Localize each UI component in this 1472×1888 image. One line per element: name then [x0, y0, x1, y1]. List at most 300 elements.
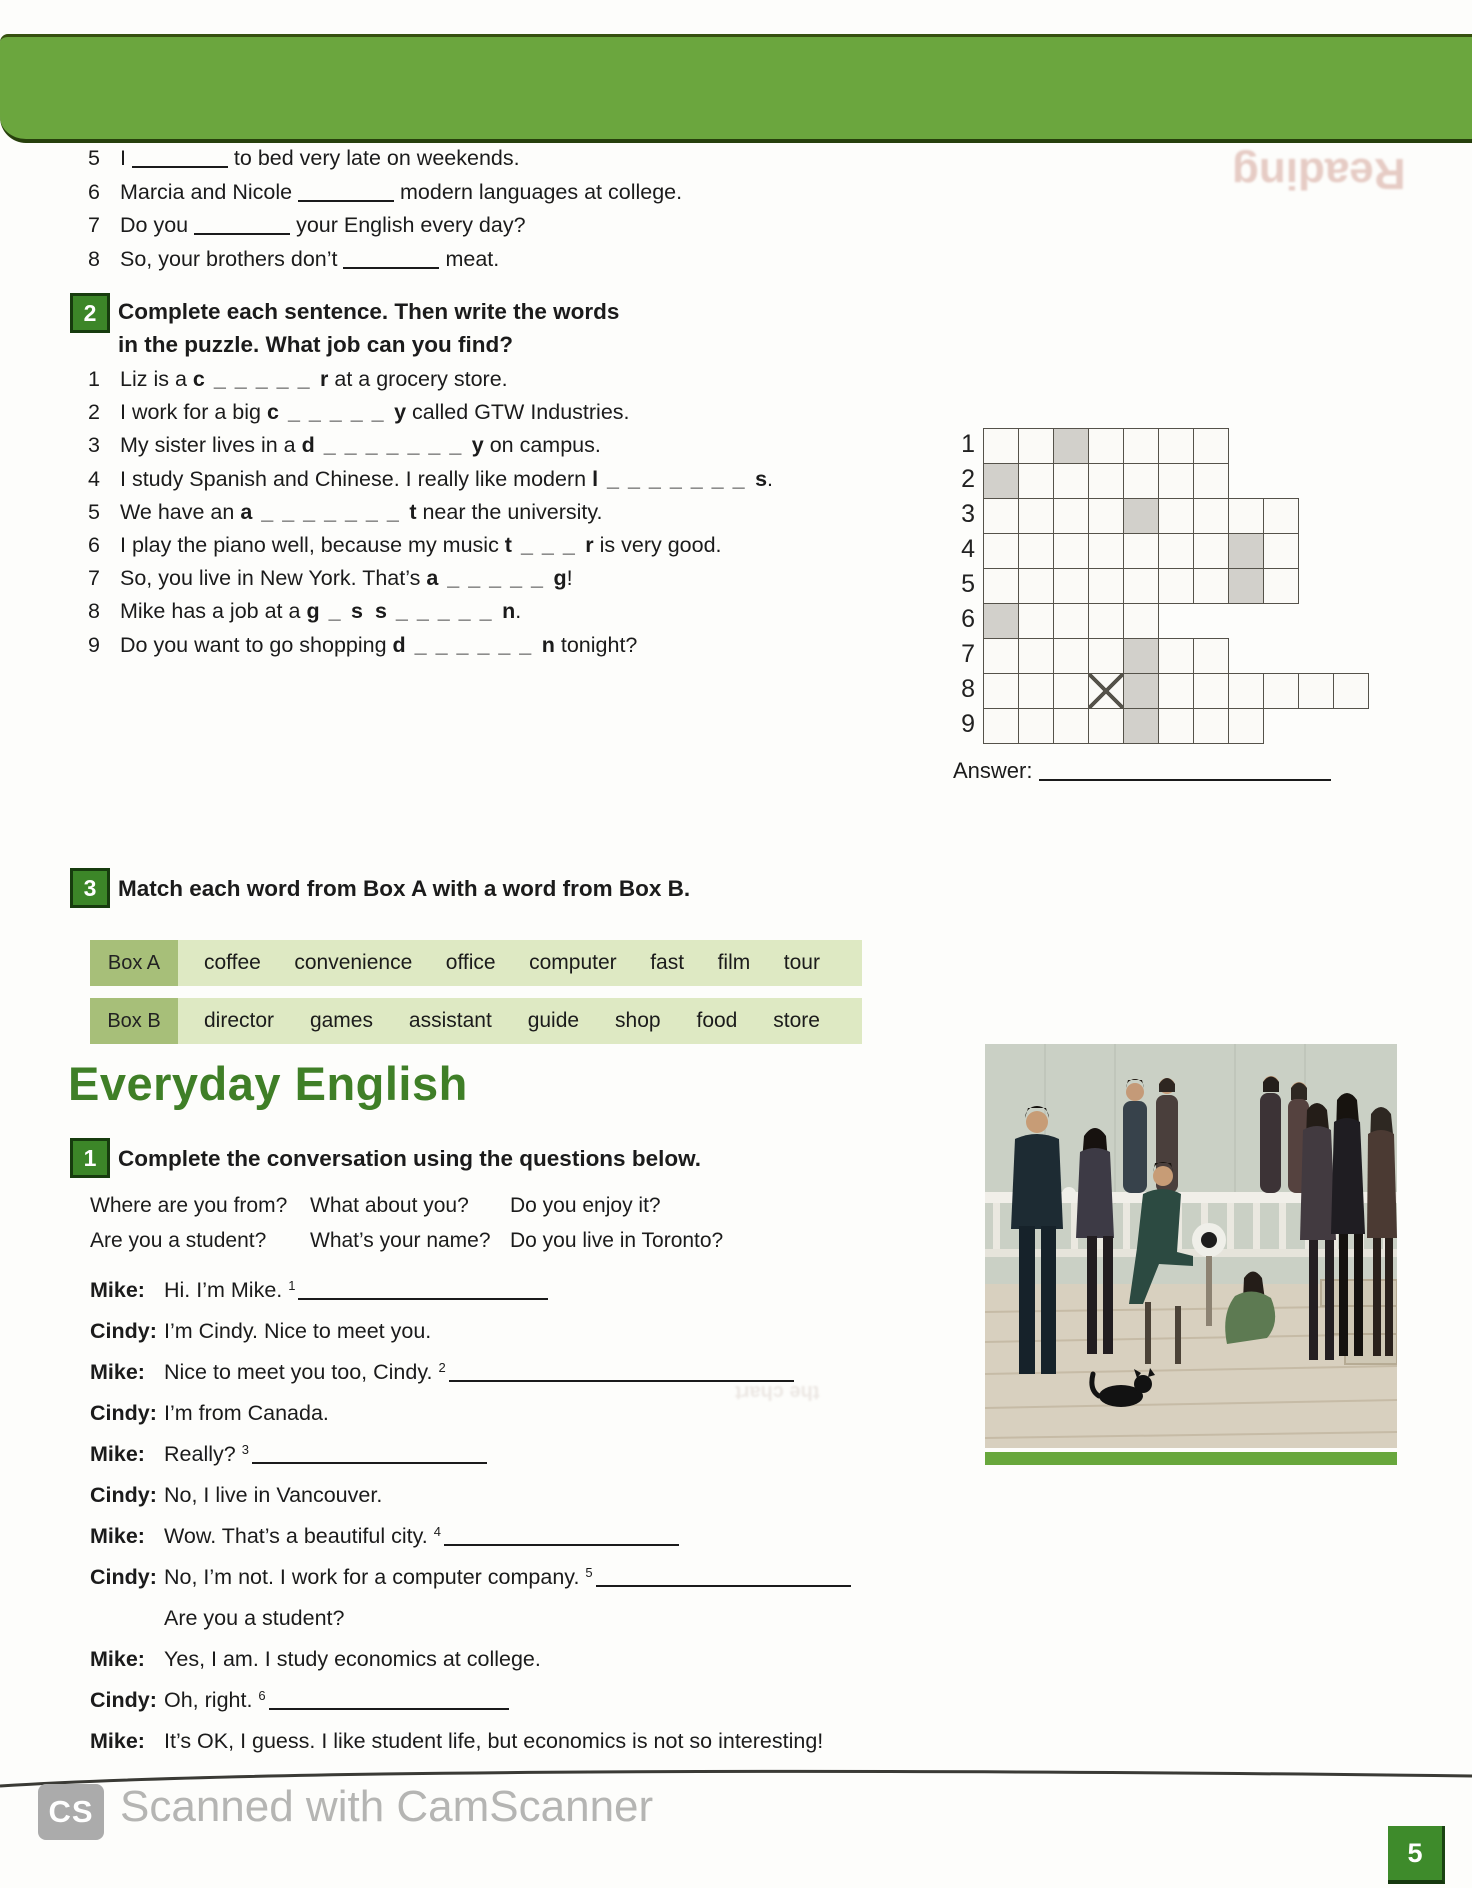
text-segment: s: [374, 599, 387, 624]
puzzle-cell: [1123, 673, 1159, 709]
text-segment: .: [515, 599, 522, 624]
puzzle-cell: [1193, 533, 1229, 569]
text-segment: [252, 500, 258, 524]
answer-label: Answer:: [953, 758, 1033, 783]
item-number: 4: [88, 466, 100, 491]
text-segment: r: [320, 367, 329, 391]
item-text: [120, 400, 630, 424]
text-segment: No, I’m not. I work for a computer company.: [164, 1565, 586, 1589]
puzzle-cell: [1333, 673, 1369, 709]
speaker-label: Mike:: [90, 1360, 145, 1384]
text-segment: d: [301, 433, 315, 458]
puzzle-cell: [1158, 428, 1194, 464]
puzzle-cell: [1018, 568, 1054, 604]
blank-number: 4: [433, 1524, 441, 1539]
letter-blanks: _ _ _ _ _: [447, 566, 545, 591]
puzzle-row-label: 6: [961, 605, 975, 633]
puzzle-cell: [1123, 498, 1159, 534]
fill-in-blank: [132, 148, 228, 168]
conversation-line: [90, 1442, 851, 1483]
text-segment: r: [585, 533, 594, 558]
item-text: [120, 213, 526, 237]
text-segment: Yes, I am. I study economics at college.: [164, 1647, 541, 1671]
puzzle-cell: [1228, 568, 1264, 604]
puzzle-cell: [1158, 498, 1194, 534]
everyday-exercise1-title: Complete the conversation using the questions below.: [118, 1146, 701, 1171]
puzzle-cell: [1053, 533, 1089, 569]
puzzle-cell: [983, 428, 1019, 464]
text-segment: modern languages at college.: [394, 179, 683, 204]
text-segment: Do you: [120, 213, 195, 237]
puzzle-cell: [1123, 568, 1159, 604]
exercise2-title-line2: in the puzzle. What job can you find?: [118, 332, 513, 357]
letter-blanks: _ _ _ _ _: [213, 367, 312, 391]
text-segment: t: [409, 499, 417, 524]
text-segment: at a grocery store.: [328, 367, 508, 391]
dialogue-text: [164, 1319, 431, 1343]
text-segment: So, you live in New York. That’s: [120, 566, 427, 591]
puzzle-cell: [983, 603, 1019, 639]
puzzle-cell: [1018, 498, 1054, 534]
text-segment: [598, 467, 604, 491]
puzzle-cell: [1018, 673, 1054, 709]
list-item: [88, 176, 682, 210]
conversation-line: [90, 1688, 851, 1729]
puzzle-cell: [1088, 428, 1124, 464]
letter-blanks: _ _ _ _ _ _ _: [323, 433, 463, 458]
exercise2-items: [88, 363, 773, 662]
conversation-line: [90, 1524, 851, 1565]
conversation: [90, 1278, 851, 1770]
puzzle-cell: [1158, 463, 1194, 499]
list-item: [88, 562, 773, 595]
puzzle-cell: [1123, 533, 1159, 569]
match-word: assistant: [408, 1009, 492, 1032]
text-segment: c: [266, 400, 279, 425]
question-row: [90, 1188, 723, 1223]
question-option: Do you enjoy it?: [510, 1194, 661, 1217]
match-word: convenience: [294, 951, 413, 974]
puzzle-cell: [1088, 638, 1124, 674]
bleed-through-text-small: the chart: [735, 1381, 820, 1403]
box-b-words: [178, 998, 862, 1044]
text-segment: n: [502, 599, 516, 624]
puzzle-cell: [1088, 533, 1124, 569]
text-segment: Marcia and Nicole: [120, 179, 299, 204]
speaker-label: Mike:: [90, 1647, 145, 1671]
match-word: office: [445, 951, 496, 974]
puzzle-cell: [983, 498, 1019, 534]
text-segment: [279, 400, 285, 424]
item-number: 5: [88, 499, 100, 524]
exercise2-title-line1: Complete each sentence. Then write the words: [118, 299, 620, 324]
item-number: 1: [88, 367, 100, 391]
conversation-line: [90, 1606, 851, 1647]
exercise3-title: Match each word from Box A with a word from Box B.: [118, 876, 691, 901]
fill-in-blank: [298, 181, 394, 201]
puzzle-cell: [1123, 603, 1159, 639]
list-item: [88, 209, 682, 243]
puzzle-cell: [1228, 533, 1264, 569]
text-segment: [387, 599, 393, 623]
text-segment: c: [192, 367, 205, 391]
top-exercise-items: [88, 142, 682, 276]
puzzle-answer-line: [953, 758, 1331, 784]
fill-in-blank: [444, 1526, 679, 1546]
item-number: 8: [88, 599, 100, 624]
item-text: [120, 467, 773, 491]
answer-blank: [1039, 760, 1331, 781]
box-a: [90, 940, 862, 986]
list-item: [88, 243, 682, 277]
puzzle-cell: [1018, 463, 1054, 499]
puzzle-cell: [1018, 533, 1054, 569]
page-number-badge: 5: [1388, 1826, 1445, 1884]
blank-number: 3: [241, 1442, 249, 1457]
fill-in-blank: [343, 248, 439, 268]
text-segment: [315, 433, 321, 457]
item-number: 9: [88, 632, 100, 657]
text-segment: a: [240, 499, 253, 524]
text-segment: [205, 367, 211, 391]
list-item: [88, 429, 773, 462]
text-segment: Do you want to go shopping: [120, 632, 393, 657]
text-segment: I play the piano well, because my music: [120, 533, 505, 558]
top-green-banner: [0, 34, 1472, 143]
text-segment: Really?: [164, 1442, 242, 1466]
blank-number: 2: [438, 1360, 446, 1375]
item-text: [120, 247, 499, 271]
match-word: tour: [783, 951, 820, 974]
letter-blanks: _ _ _ _ _ _ _: [607, 466, 747, 491]
blank-number: 5: [585, 1565, 593, 1580]
text-segment: near the university.: [416, 499, 603, 524]
letter-blanks: _ _ _: [520, 533, 577, 558]
text-segment: My sister lives in a: [120, 433, 302, 458]
text-segment: [406, 633, 412, 657]
puzzle-row-label: 9: [961, 710, 975, 738]
blank-number: 6: [258, 1688, 266, 1703]
puzzle-cell: [1053, 673, 1089, 709]
text-segment: l: [592, 466, 599, 491]
fill-in-blank: [449, 1362, 794, 1382]
text-segment: Wow. That’s a beautiful city.: [164, 1524, 434, 1548]
match-word: shop: [615, 1009, 661, 1032]
letter-blanks: _ _ _ _ _ _ _: [261, 499, 401, 524]
text-segment: tonight?: [554, 632, 638, 657]
dialogue-text: [164, 1524, 679, 1548]
match-word: store: [773, 1009, 820, 1032]
exercise2-badge: 2: [70, 293, 110, 333]
text-segment: We have an: [120, 499, 241, 524]
puzzle-cell: [1123, 638, 1159, 674]
text-segment: I’m from Canada.: [164, 1401, 329, 1425]
item-text: [120, 146, 520, 170]
text-segment: I’m Cindy. Nice to meet you.: [164, 1319, 432, 1343]
conversation-line: [90, 1360, 851, 1401]
conversation-line: [90, 1483, 851, 1524]
text-segment: s: [755, 466, 768, 491]
puzzle-cell: [1193, 463, 1229, 499]
puzzle-cell: [1158, 708, 1194, 744]
puzzle-cell: [1088, 603, 1124, 639]
text-segment: [363, 599, 375, 623]
list-item: [88, 463, 773, 496]
text-segment: is very good.: [593, 533, 722, 558]
puzzle-cell: [1053, 568, 1089, 604]
dialogue-text: [164, 1565, 851, 1589]
list-item: [88, 595, 773, 628]
fill-in-blank: [596, 1567, 851, 1587]
dialogue-text: [164, 1483, 382, 1507]
speaker-label: Cindy:: [90, 1483, 157, 1507]
puzzle-row-label: 1: [961, 430, 975, 458]
puzzle-row-label: 4: [961, 535, 975, 563]
match-word: fast: [650, 951, 685, 974]
camscanner-logo-icon: CS: [38, 1784, 104, 1840]
speaker-label: Mike:: [90, 1729, 145, 1753]
text-segment: !: [566, 566, 573, 591]
list-item: [88, 396, 773, 429]
puzzle-cell: [1193, 428, 1229, 464]
puzzle-cell: [1088, 498, 1124, 534]
text-segment: to bed very late on weekends.: [227, 146, 520, 170]
text-segment: Are you a student?: [164, 1606, 345, 1630]
list-item: [88, 496, 773, 529]
text-segment: No, I live in Vancouver.: [164, 1483, 383, 1507]
puzzle-cell: [1263, 568, 1299, 604]
puzzle-cell: [983, 568, 1019, 604]
match-word: computer: [529, 951, 617, 974]
speaker-label: Cindy:: [90, 1688, 157, 1712]
section-heading-everyday-english: Everyday English: [68, 1057, 468, 1110]
text-segment: I: [120, 146, 132, 170]
match-word: coffee: [204, 951, 261, 974]
puzzle-cell: [1263, 498, 1299, 534]
match-word: film: [717, 951, 751, 974]
puzzle-cell: [1088, 708, 1124, 744]
exercise3-badge: 3: [70, 868, 110, 908]
puzzle-cell: [983, 673, 1019, 709]
speaker-label: Cindy:: [90, 1565, 157, 1589]
match-word: guide: [527, 1009, 580, 1032]
item-number: 2: [88, 400, 100, 425]
text-segment: n: [541, 632, 555, 657]
text-segment: called GTW Industries.: [406, 400, 630, 425]
dialogue-text: [164, 1360, 794, 1384]
box-a-words: [178, 940, 862, 986]
conversation-line: [90, 1647, 851, 1688]
puzzle-cell: [1193, 673, 1229, 709]
speaker-label: Cindy:: [90, 1319, 157, 1343]
text-segment: I study Spanish and Chinese. I really like modern: [120, 466, 593, 491]
letter-blanks: _ _ _ _ _ _: [414, 632, 533, 657]
box-b-label: Box B: [90, 998, 178, 1044]
text-segment: Oh, right.: [164, 1688, 259, 1712]
blank-number: 1: [288, 1278, 296, 1293]
puzzle-cell: [1228, 673, 1264, 709]
fill-in-blank: [269, 1690, 509, 1710]
puzzle-row-label: 8: [961, 675, 975, 703]
text-segment: [320, 599, 326, 623]
puzzle-cell: [1053, 463, 1089, 499]
puzzle-cell: [1018, 638, 1054, 674]
question-option: What about you?: [310, 1194, 469, 1217]
text-segment: Liz is a: [120, 367, 193, 391]
text-segment: I work for a big: [120, 400, 267, 425]
question-row: [90, 1223, 723, 1258]
puzzle-cell: [1193, 638, 1229, 674]
text-segment: Mike has a job at a: [120, 599, 307, 624]
item-text: [120, 500, 603, 524]
text-segment: d: [392, 632, 406, 657]
puzzle-cell: [1088, 568, 1124, 604]
text-segment: your English every day?: [290, 213, 526, 237]
item-text: [120, 180, 682, 204]
text-segment: on campus.: [483, 433, 601, 458]
puzzle-cell: [1228, 708, 1264, 744]
match-word: food: [696, 1009, 738, 1032]
conversation-line: [90, 1401, 851, 1442]
text-segment: It’s OK, I guess. I like student life, but economics is not so interesting!: [164, 1729, 824, 1753]
dialogue-text: [164, 1688, 509, 1712]
list-item: [88, 529, 773, 562]
puzzle-cell: [1123, 463, 1159, 499]
item-number: 5: [88, 146, 100, 170]
text-segment: Hi. I’m Mike.: [164, 1278, 289, 1302]
match-word: director: [204, 1009, 275, 1032]
puzzle-cell: [1298, 673, 1334, 709]
text-segment: s: [351, 599, 363, 624]
puzzle-cell: [1123, 428, 1159, 464]
list-item: [88, 363, 773, 396]
conversation-line: [90, 1319, 851, 1360]
item-number: 8: [88, 246, 100, 271]
item-text: [120, 533, 722, 557]
speaker-label: Mike:: [90, 1278, 145, 1302]
list-item: [88, 629, 773, 662]
conversation-line: [90, 1729, 851, 1770]
fill-in-blank: [298, 1280, 548, 1300]
box-a-label: Box A: [90, 940, 178, 986]
item-text: [120, 633, 637, 657]
question-option: Do you live in Toronto?: [510, 1229, 724, 1252]
item-number: 6: [88, 179, 100, 204]
text-segment: g: [306, 599, 320, 624]
list-item: [88, 142, 682, 176]
dialogue-text: [164, 1647, 541, 1671]
fill-in-blank: [252, 1444, 487, 1464]
puzzle-cell: [983, 533, 1019, 569]
puzzle-cell: [983, 463, 1019, 499]
puzzle-cell: [983, 708, 1019, 744]
text-segment: [438, 566, 444, 590]
letter-blanks: _: [328, 599, 343, 624]
puzzle-cell: [1228, 498, 1264, 534]
text-segment: Nice to meet you too, Cindy.: [164, 1360, 439, 1384]
puzzle-cell: [1158, 673, 1194, 709]
item-text: [120, 433, 601, 457]
puzzle-cell: [983, 638, 1019, 674]
question-options: [90, 1188, 723, 1258]
puzzle-row-label: 7: [961, 640, 975, 668]
puzzle-cell: [1053, 498, 1089, 534]
dialogue-text: [164, 1401, 329, 1425]
item-text: [120, 599, 521, 623]
text-segment: a: [426, 566, 439, 591]
dialogue-text: [164, 1729, 823, 1753]
puzzle-cell: [1263, 673, 1299, 709]
item-number: 7: [88, 566, 100, 591]
text-segment: g: [553, 566, 567, 591]
puzzle-cell: [1088, 463, 1124, 499]
puzzle-cell: [1053, 708, 1089, 744]
item-text: [120, 566, 573, 590]
item-text: [120, 367, 508, 391]
puzzle-cell: [1018, 708, 1054, 744]
puzzle-cell: [1018, 603, 1054, 639]
puzzle-cell: [1158, 638, 1194, 674]
item-number: 7: [88, 213, 100, 237]
text-segment: t: [504, 533, 512, 558]
text-segment: y: [394, 400, 407, 425]
puzzle-cell: [1018, 428, 1054, 464]
everyday-exercise1-badge: 1: [70, 1138, 110, 1178]
text-segment: meat.: [439, 246, 500, 271]
question-option: What’s your name?: [310, 1229, 491, 1252]
text-segment: y: [471, 433, 484, 458]
puzzle-cell: [1053, 603, 1089, 639]
fill-in-blank: [194, 215, 290, 235]
text-segment: .: [767, 466, 774, 491]
letter-blanks: _ _ _ _ _: [395, 599, 494, 624]
text-segment: So, your brothers don’t: [120, 246, 344, 271]
box-b: [90, 998, 862, 1044]
dialogue-text: [164, 1606, 344, 1630]
puzzle-cell: [1263, 533, 1299, 569]
puzzle-row-label: 2: [961, 465, 975, 493]
conversation-line: [90, 1565, 851, 1606]
puzzle-cell: [1193, 568, 1229, 604]
speaker-label: Cindy:: [90, 1401, 157, 1425]
match-word: games: [309, 1009, 373, 1032]
camscanner-watermark: Scanned with CamScanner: [120, 1782, 654, 1831]
puzzle-cell: [1193, 708, 1229, 744]
dialogue-text: [164, 1442, 487, 1466]
party-scene-illustration: [985, 1044, 1397, 1448]
conversation-line: [90, 1278, 851, 1319]
puzzle-cell: [1193, 498, 1229, 534]
puzzle-cell: [1088, 673, 1124, 709]
puzzle-cell: [1123, 708, 1159, 744]
item-number: 6: [88, 533, 100, 558]
item-number: 3: [88, 433, 100, 458]
puzzle-row-label: 3: [961, 500, 975, 528]
letter-blanks: _ _ _ _ _: [287, 400, 386, 425]
dialogue-text: [164, 1278, 548, 1302]
text-segment: [512, 533, 518, 557]
puzzle-cell: [1053, 428, 1089, 464]
illustration-green-bar: [985, 1452, 1397, 1465]
puzzle-cell: [1158, 533, 1194, 569]
question-option: Where are you from?: [90, 1194, 288, 1217]
puzzle-cell: [1158, 568, 1194, 604]
bleed-through-text: Reading: [1232, 149, 1406, 198]
question-option: Are you a student?: [90, 1229, 267, 1252]
puzzle-cell: [1053, 638, 1089, 674]
puzzle-row-label: 5: [961, 570, 975, 598]
speaker-label: Mike:: [90, 1442, 145, 1466]
